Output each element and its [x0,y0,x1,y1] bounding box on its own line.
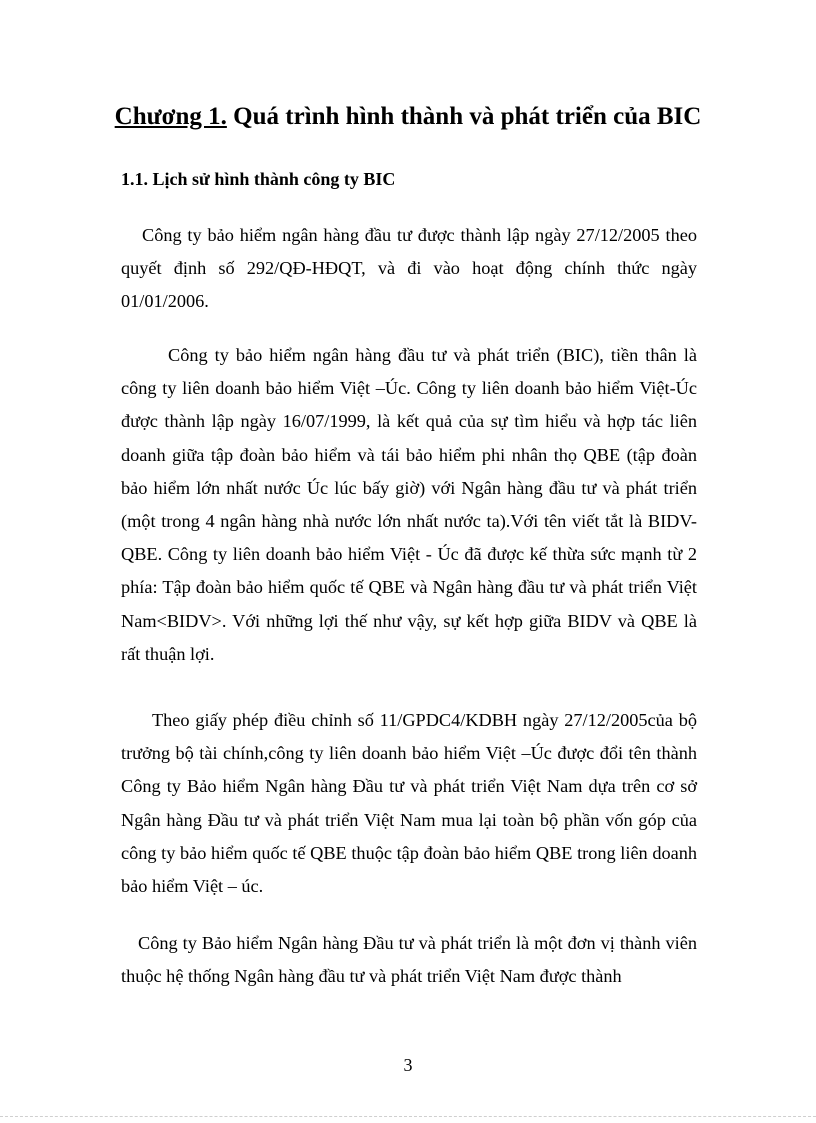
paragraph-founding: Công ty bảo hiểm ngân hàng đầu tư được thành lập ngày 27/12/2005 theo quyết định số 292/QĐ-HĐQT, và đi vào hoạt động chính thức ngày 01/01/2006. [121,225,697,312]
chapter-title-text: Quá trình hình thành và phát triển của BIC [233,103,702,130]
chapter-title [0,99,816,135]
paragraph-member-unit: Công ty Bảo hiểm Ngân hàng Đầu tư và phát triển là một đơn vị thành viên thuộc hệ thống Ngân hàng đầu tư và phát triển Việt Nam được thành [121,933,697,987]
section-heading: 1.1. Lịch sử hình thành công ty BIC [121,169,396,189]
page-bottom-divider [0,1116,816,1117]
paragraph-predecessor: Công ty bảo hiểm ngân hàng đầu tư và phát triển (BIC), tiền thân là công ty liên doanh bảo hiểm Việt –Úc. Công ty liên doanh bảo hiểm Việt-Úc được thành lập ngày 16/07/1999, là kết quả của sự tìm hiểu và hợp tác liên doanh giữa tập đoàn bảo hiểm và tái bảo hiểm phi nhân thọ QBE (tập đoàn bảo hiểm lớn nhất nước Úc lúc bấy giờ) với Ngân hàng đầu tư và phát triển (một trong 4 ngân hàng nhà nước lớn nhất nước ta).Với tên viết tắt là BIDV-QBE. Công ty liên doanh bảo hiểm Việt - Úc đã được kế thừa sức mạnh từ 2 phía: Tập đoàn bảo hiểm quốc tế QBE và Ngân hàng đầu tư và phát triển Việt Nam<BIDV>. Với những lợi thế như vậy, sự kết hợp giữa BIDV và QBE là rất thuận lợi. [121,345,697,664]
page-number: 3 [403,1055,413,1075]
chapter-label: Chương 1. [114,103,227,130]
paragraph-renaming: Theo giấy phép điều chỉnh số 11/GPDC4/KDBH ngày 27/12/2005của bộ trưởng bộ tài chính,công ty liên doanh bảo hiểm Việt –Úc được đổi tên thành Công ty Bảo hiểm Ngân hàng Đầu tư và phát triển Việt Nam dựa trên cơ sở Ngân hàng Đầu tư và phát triển Việt Nam mua lại toàn bộ phần vốn góp của công ty bảo hiểm quốc tế QBE thuộc tập đoàn bảo hiểm QBE trong liên doanh bảo hiểm Việt – úc. [121,710,697,897]
